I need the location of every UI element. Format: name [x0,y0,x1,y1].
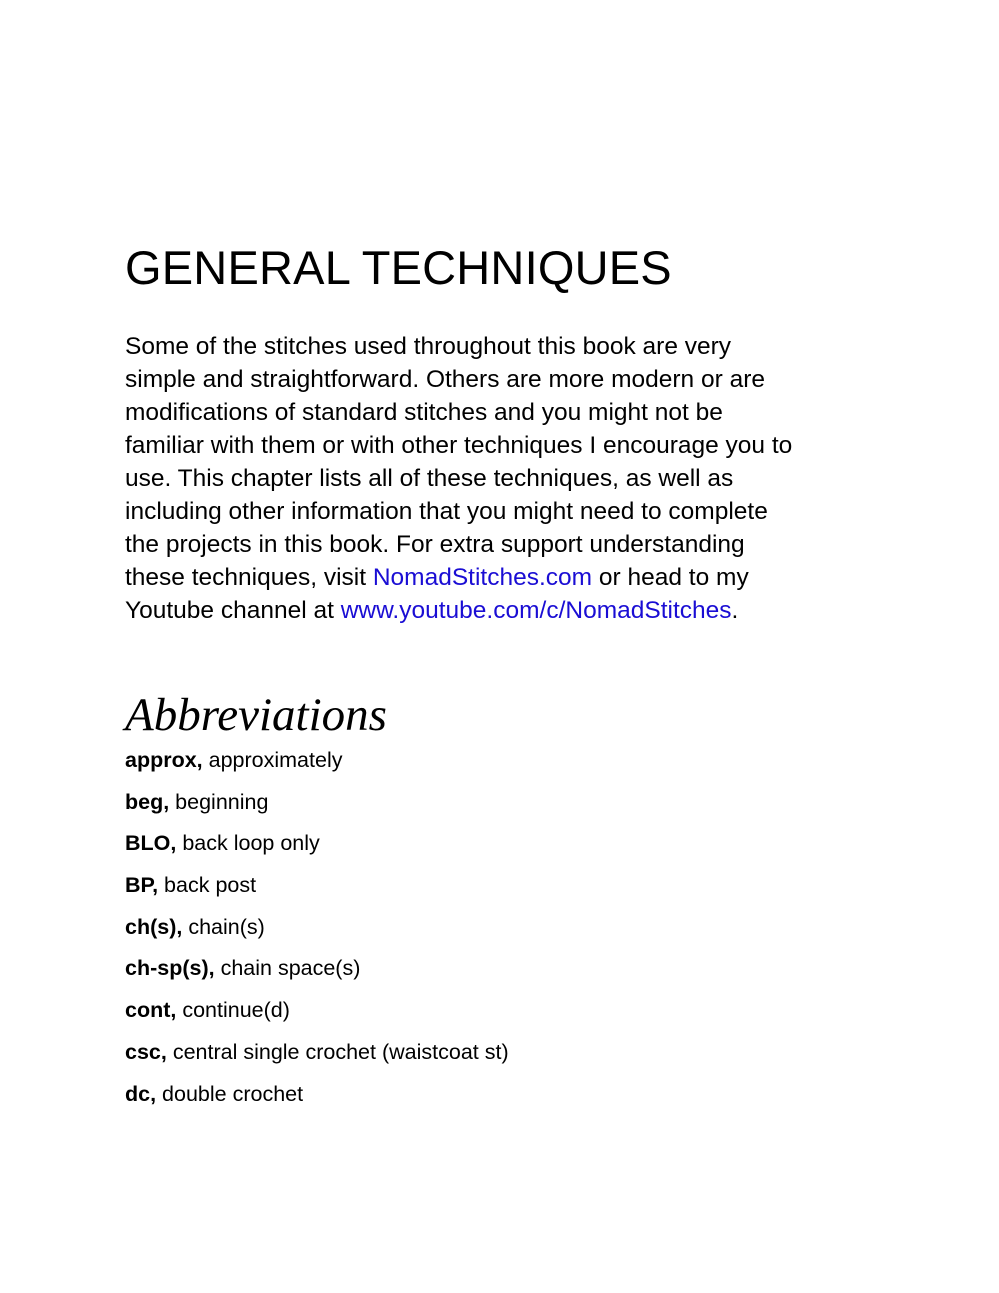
abbreviation-meaning: central single crochet (waistcoat st) [166,1039,509,1064]
abbreviation-meaning: beginning [169,789,269,814]
abbreviation-term: dc, [125,1081,157,1106]
abbreviation-meaning: chain space(s) [214,956,361,981]
abbreviation-term: ch(s), [125,914,183,939]
abbreviation-item [125,872,885,898]
abbreviation-term: csc, [125,1039,167,1064]
intro-line-links [125,594,885,627]
abbreviation-meaning: back loop only [176,831,320,856]
page-content [125,240,885,1122]
abbreviation-term: ch-sp(s), [125,956,215,981]
abbreviation-item [125,1081,885,1107]
abbreviation-item [125,830,885,856]
intro-line-links [125,561,885,594]
intro-line: familiar with them or with other techniques I encourage you to [125,432,793,459]
abbreviations-list [125,747,885,1107]
chapter-title: GENERAL TECHNIQUES [125,241,672,294]
abbreviation-item [125,1039,885,1065]
intro-line: use. This chapter lists all of these techniques, as well as [125,465,734,492]
abbreviation-item [125,914,885,940]
intro-line: including other information that you might need to complete [125,498,768,525]
abbreviation-term: BP, [125,873,159,898]
abbreviation-item [125,997,885,1023]
abbreviation-item [125,789,885,815]
abbreviation-term: cont, [125,998,177,1023]
abbreviation-meaning: continue(d) [176,998,290,1023]
abbreviation-term: beg, [125,789,170,814]
intro-line: modifications of standard stitches and you might not be [125,399,723,426]
intro-text: or head to my [592,564,749,591]
intro-text: . [731,597,739,624]
intro-paragraph [125,330,885,627]
youtube-channel-link[interactable]: www.youtube.com/c/NomadStitches [340,597,732,624]
intro-text: Youtube channel at [125,597,341,624]
abbreviation-meaning: back post [158,873,257,898]
intro-line: the projects in this book. For extra support understanding [125,531,745,558]
abbreviation-item [125,955,885,981]
nomadstitches-link[interactable]: NomadStitches.com [372,564,593,591]
abbreviation-item [125,747,885,773]
intro-line: Some of the stitches used throughout this book are very [125,333,732,360]
abbreviations-heading: Abbreviations [125,689,387,741]
intro-text: these techniques, visit [125,564,373,591]
abbreviation-meaning: double crochet [156,1081,304,1106]
abbreviation-term: BLO, [125,831,177,856]
abbreviation-meaning: approximately [202,748,343,772]
intro-line: simple and straightforward. Others are more modern or are [125,366,765,393]
abbreviation-meaning: chain(s) [182,914,265,939]
abbreviation-term: approx, [125,748,203,772]
